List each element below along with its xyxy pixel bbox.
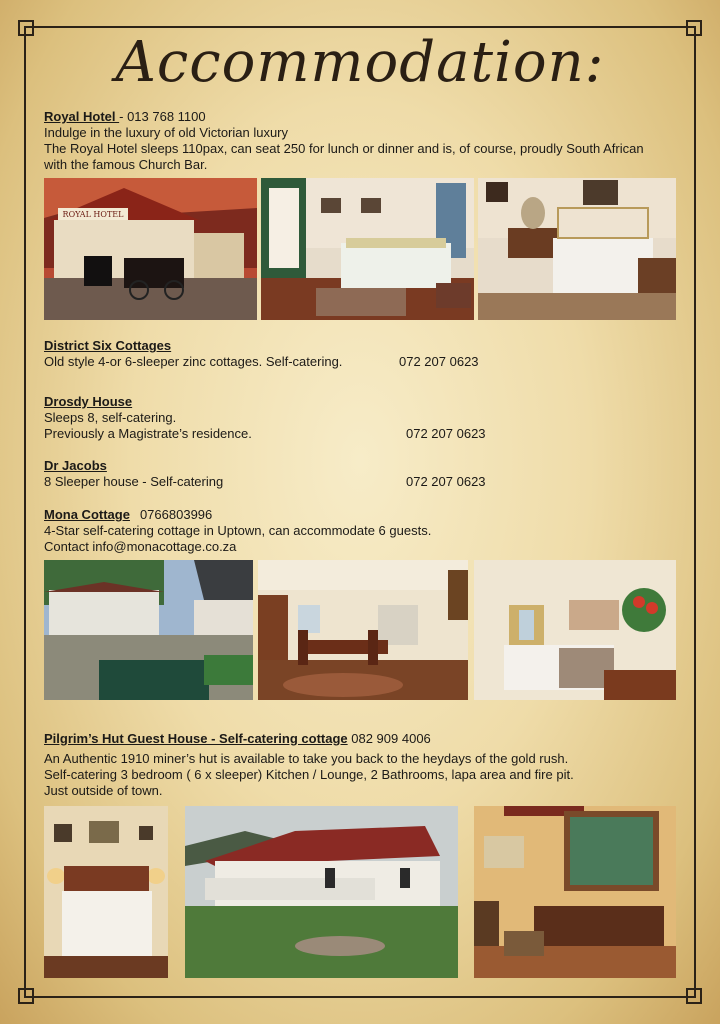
drosdy-house-line2: Previously a Magistrate’s residence.	[44, 426, 252, 441]
dr-jacobs-heading: Dr Jacobs	[44, 458, 107, 473]
drosdy-house-line1: Sleeps 8, self-catering.	[44, 410, 177, 425]
drosdy-house-section	[44, 394, 674, 442]
district-six-heading: District Six Cottages	[44, 338, 172, 353]
dr-jacobs-section	[44, 458, 674, 490]
royal-hotel-line3: with the famous Church Bar.	[44, 157, 208, 172]
royal-hotel-phone: - 013 768 1100	[119, 109, 206, 124]
district-six-line1: Old style 4-or 6-sleeper zinc cottages. Self-catering.	[44, 354, 343, 369]
corner-ornament	[18, 988, 34, 1004]
dr-jacobs-phone: 072 207 0623	[406, 474, 486, 489]
royal-hotel-brass-bed-photo	[478, 178, 676, 320]
pilgrims-hut-line3: Just outside of town.	[44, 783, 163, 798]
royal-hotel-exterior-photo	[44, 178, 257, 320]
royal-hotel-line2: The Royal Hotel sleeps 110pax, can seat 250 for lunch or dinner and is, of course, proudly South African	[44, 141, 644, 156]
royal-hotel-heading: Royal Hotel	[44, 109, 120, 124]
royal-hotel-line1: Indulge in the luxury of old Victorian luxury	[44, 125, 289, 140]
royal-hotel-sign: ROYAL HOTEL	[62, 210, 124, 219]
mona-cottage-line1: 4-Star self-catering cottage in Uptown, can accommodate 6 guests.	[44, 523, 432, 538]
pilgrims-hut-heading: Pilgrim’s Hut Guest House - Self-catering cottage	[44, 731, 348, 746]
dr-jacobs-line1: 8 Sleeper house - Self-catering	[44, 474, 224, 489]
district-six-phone: 072 207 0623	[399, 354, 479, 369]
mona-cottage-dining-photo	[258, 560, 468, 700]
pilgrims-hut-exterior-photo	[185, 806, 458, 978]
mona-cottage-exterior-photo	[44, 560, 253, 700]
mona-cottage-phone: 0766803996	[139, 507, 213, 522]
district-six-section	[44, 338, 674, 370]
pilgrims-hut-phone: 082 909 4006	[347, 731, 431, 746]
drosdy-house-phone: 072 207 0623	[406, 426, 486, 441]
pilgrims-hut-bedroom-photo	[44, 806, 168, 978]
pilgrims-hut-line1: An Authentic 1910 miner’s hut is available to take you back to the heydays of the gold rush.	[44, 751, 569, 766]
drosdy-house-heading: Drosdy House	[44, 394, 133, 409]
mona-cottage-line2: Contact info@monacottage.co.za	[44, 539, 237, 554]
pilgrims-hut-section	[44, 731, 674, 799]
corner-ornament	[686, 988, 702, 1004]
page-title: Accommodation:	[115, 30, 605, 95]
mona-cottage-bedroom-photo	[474, 560, 676, 700]
mona-cottage-section	[44, 507, 674, 555]
royal-hotel-bedroom-photo	[261, 178, 474, 320]
pilgrims-hut-line2: Self-catering 3 bedroom ( 6 x sleeper) Kitchen / Lounge, 2 Bathrooms, lapa area and fire pit.	[44, 767, 574, 782]
royal-hotel-section	[44, 109, 674, 173]
pilgrims-hut-lounge-photo	[474, 806, 676, 978]
mona-cottage-heading: Mona Cottage	[44, 507, 130, 522]
